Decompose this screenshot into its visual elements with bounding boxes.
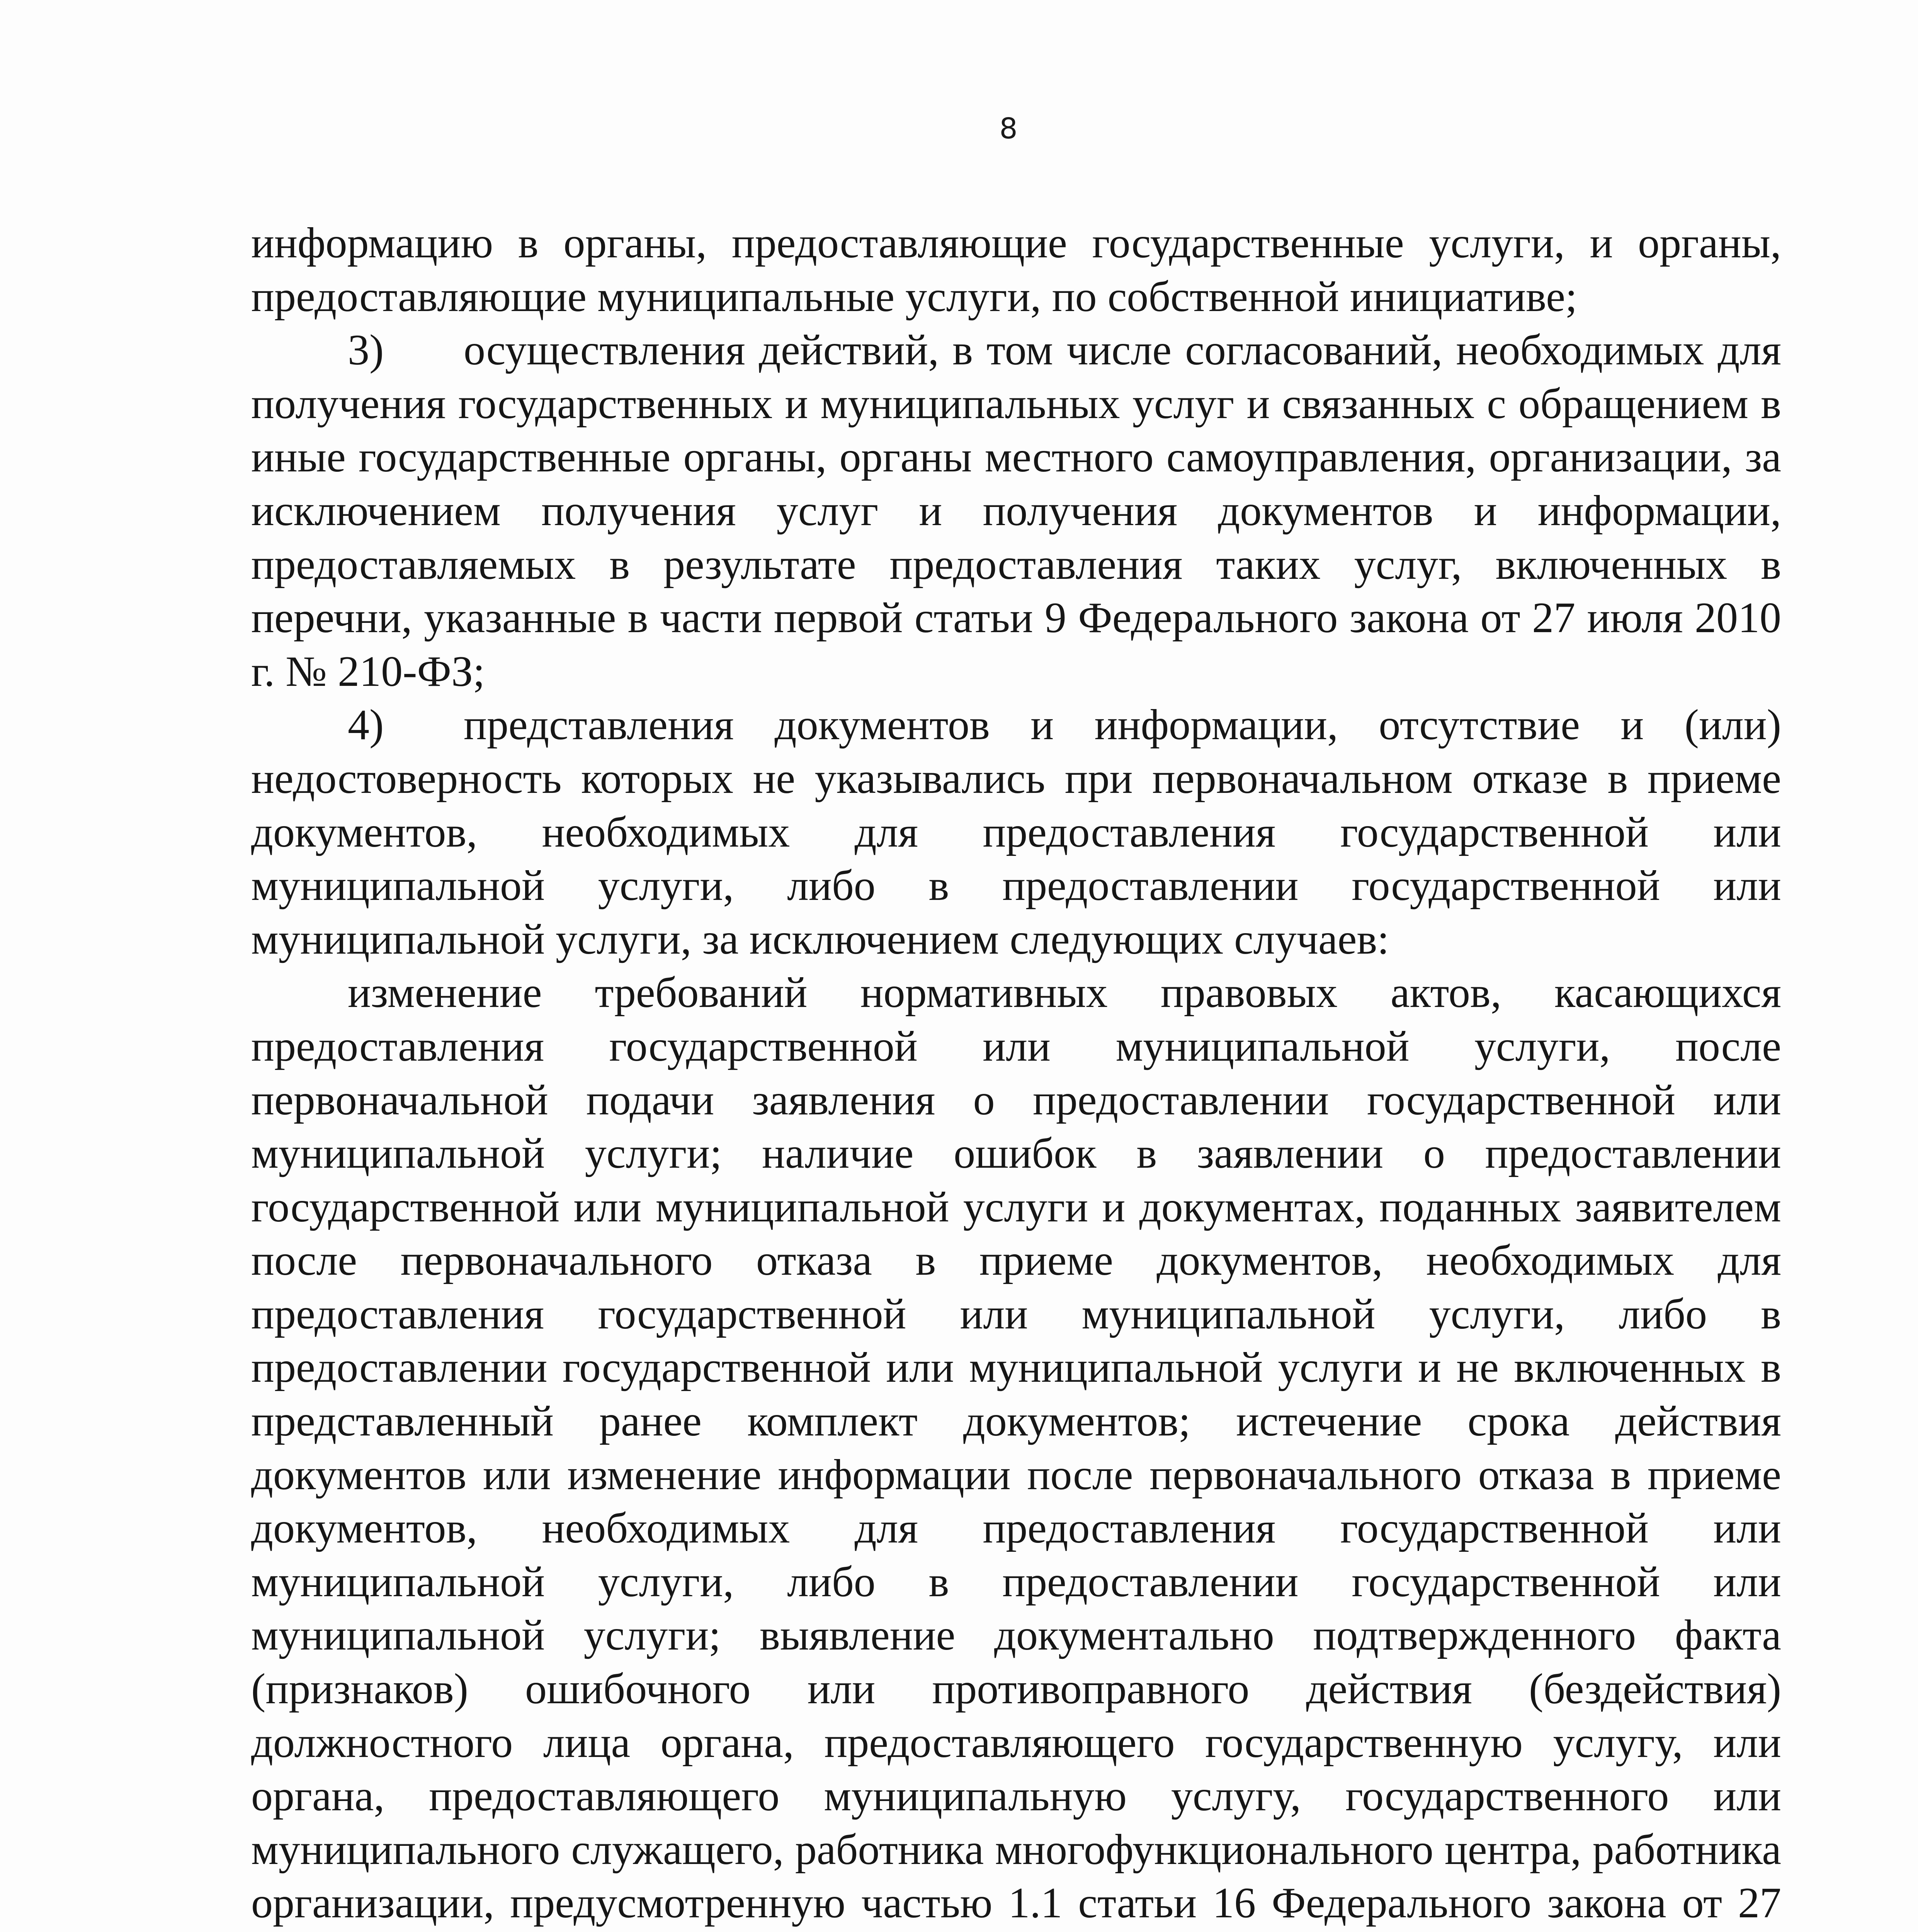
paragraph-continuation: [251, 216, 1781, 323]
list-item-number: 4): [348, 701, 384, 749]
list-item-3: [251, 323, 1781, 698]
list-item-4: [251, 698, 1781, 966]
exceptions-paragraph: [251, 966, 1781, 1932]
document-body: [251, 216, 1781, 1932]
paragraph-text: изменение требований нормативных правовых актов, касающихся предоставления государственной или муниципальной услуги, после первоначальной подачи заявления о предоставлении государственной или муниципальной услуги; наличие ошибок в заявлении о предоставлении государственной или муниципальной услуги и документах, поданных заявителем после первоначального отказа в приеме документов, необходимых для предоставления государственной или муниципальной услуги, либо в предоставлении государственной или муниципальной услуги и не включенных в представленный ранее комплект документов; истечение срока действия документов или изменение информации после первоначального отказа в приеме документов, необходимых для предоставления государственной или муниципальной услуги, либо в предоставлении государственной или муниципальной услуги; выявление документально подтвержденного факта (признаков) ошибочного или противоправного действия (бездействия) должностного лица органа, предоставляющего государственную услугу, или органа, предоставляющего муниципальную услугу, государственного или муниципального служащего, работника многофункционального центра, работника организации, предусмотренную частью 1.1 статьи 16 Федерального закона от 27: [251, 969, 1781, 1927]
page-number: 8: [999, 112, 1018, 145]
paragraph-text: осуществления действий, в том числе согласований, необходимых для получения государственных и муниципальных услуг и связанных с обращением в иные государственные органы, органы местного самоуправления, организации, за исключением получения услуг и получения документов и информации, предоставляемых в результате предоставления таких услуг, включенных в перечни, указанные в части первой статьи 9 Федерального закона от 27 июля 2010 г. № 210-ФЗ;: [251, 326, 1781, 696]
paragraph-text: информацию в органы, предоставляющие государственные услуги, и органы, предоставляющие муниципальные услуги, по собственной инициативе;: [251, 219, 1781, 321]
list-item-number: 3): [348, 326, 384, 374]
paragraph-text: представления документов и информации, отсутствие и (или) недостоверность которых не указывались при первоначальном отказе в приеме документов, необходимых для предоставления государственной или муниципальной услуги, либо в предоставлении государственной или муниципальной услуги, за исключением следующих случаев:: [251, 701, 1781, 963]
